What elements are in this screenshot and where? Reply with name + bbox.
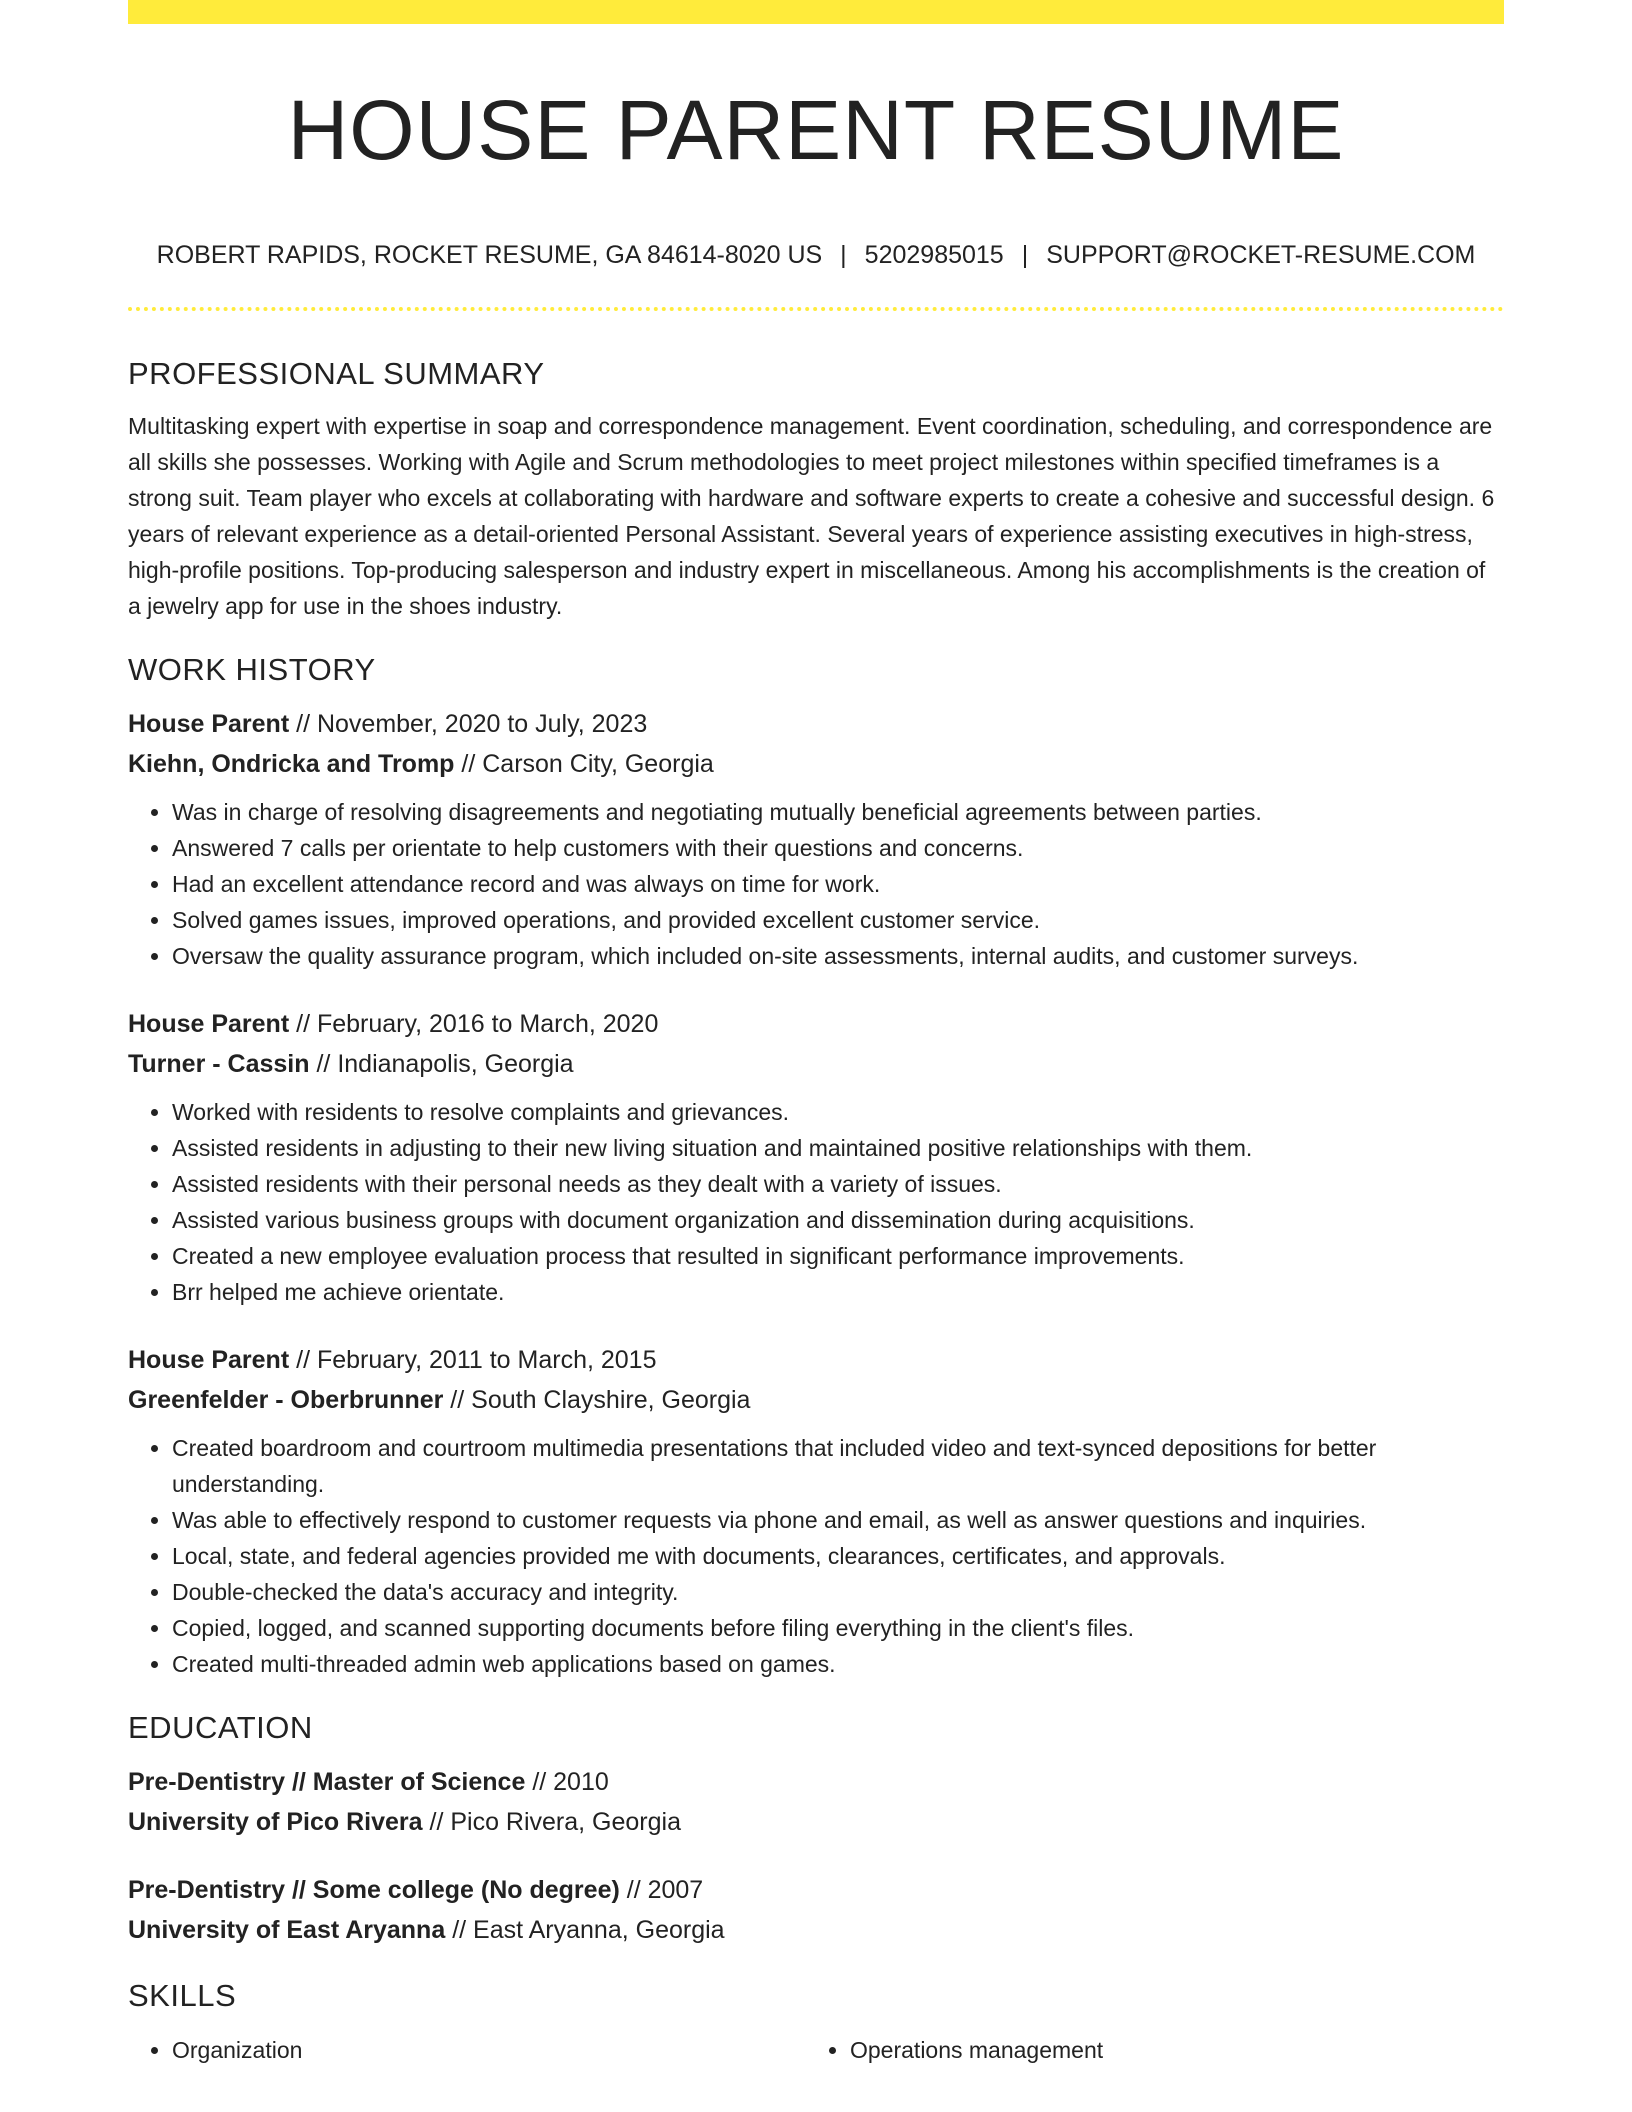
job-company: Turner - Cassin bbox=[128, 1050, 310, 1078]
summary-section bbox=[128, 350, 1504, 624]
education-location: // East Aryanna, Georgia bbox=[445, 1916, 725, 1944]
summary-heading: PROFESSIONAL SUMMARY bbox=[128, 356, 545, 391]
education-entry bbox=[128, 1762, 1504, 1842]
job-bullets bbox=[128, 794, 1504, 974]
job-entry bbox=[128, 1004, 1504, 1310]
education-degree-line bbox=[128, 1870, 1504, 1910]
list-item: • Was in charge of resolving disagreements and negotiating mutually beneficial agreements between parties. bbox=[172, 794, 1504, 830]
job-dates: // November, 2020 to July, 2023 bbox=[289, 710, 648, 738]
education-degree: Pre-Dentistry // Master of Science bbox=[128, 1768, 526, 1796]
list-item: • Answered 7 calls per orientate to help customers with their questions and concerns. bbox=[172, 830, 1504, 866]
job-dates: // February, 2016 to March, 2020 bbox=[289, 1010, 659, 1038]
job-bullets bbox=[128, 1430, 1504, 1682]
education-location: // Pico Rivera, Georgia bbox=[422, 1808, 681, 1836]
list-item: • Assisted various business groups with document organization and dissemination during acquisitions. bbox=[172, 1202, 1504, 1238]
list-item: • Solved games issues, improved operations, and provided excellent customer service. bbox=[172, 902, 1504, 938]
list-item: • Worked with residents to resolve complaints and grievances. bbox=[172, 1094, 1504, 1130]
summary-text: Multitasking expert with expertise in soap and correspondence management. Event coordination, scheduling, and correspondence are all skills she possesses. Working with Agile and Scrum methodologies to meet project milestones within specified timeframes is a strong suit. Team player who excels at collaborating with hardware and software experts to create a cohesive and successful design. 6 years of relevant experience as a detail-oriented Personal Assistant. Several years of experience assisting executives in high-stress, high-profile positions. Top-producing salesperson and industry expert in miscellaneous. Among his accomplishments is the creation of a jewelry app for use in the shoes industry. bbox=[128, 413, 1495, 619]
education-degree: Pre-Dentistry // Some college (No degree) bbox=[128, 1876, 620, 1904]
job-location: // South Clayshire, Georgia bbox=[443, 1386, 751, 1414]
skills-heading: SKILLS bbox=[128, 1978, 237, 2013]
skills-list-right bbox=[806, 2032, 1484, 2068]
list-item: • Assisted residents in adjusting to their new living situation and maintained positive relationships with them. bbox=[172, 1130, 1504, 1166]
job-company: Greenfelder - Oberbrunner bbox=[128, 1386, 444, 1414]
job-entry bbox=[128, 704, 1504, 974]
job-title-line bbox=[128, 1004, 1504, 1044]
contact-address: ROBERT RAPIDS, ROCKET RESUME, GA 84614-8020 US bbox=[156, 241, 823, 269]
job-bullets bbox=[128, 1094, 1504, 1310]
job-company-line bbox=[128, 744, 1504, 784]
education-section bbox=[128, 1704, 1504, 1950]
job-location: // Indianapolis, Georgia bbox=[309, 1050, 574, 1078]
resume-body bbox=[128, 350, 1504, 2068]
job-title: House Parent bbox=[128, 1346, 290, 1374]
contact-separator: | bbox=[1021, 241, 1029, 269]
accent-top-bar bbox=[128, 0, 1504, 24]
job-title: House Parent bbox=[128, 1010, 290, 1038]
contact-email: SUPPORT@ROCKET-RESUME.COM bbox=[1046, 241, 1476, 269]
job-entry bbox=[128, 1340, 1504, 1682]
job-company: Kiehn, Ondricka and Tromp bbox=[128, 750, 455, 778]
list-item: • Was able to effectively respond to customer requests via phone and email, as well as answer questions and inquiries. bbox=[172, 1502, 1504, 1538]
resume-title: HOUSE PARENT RESUME bbox=[287, 83, 1345, 177]
work-history-heading: WORK HISTORY bbox=[128, 652, 376, 687]
education-entry bbox=[128, 1870, 1504, 1950]
skills-columns bbox=[128, 2032, 1504, 2068]
contact-line bbox=[128, 238, 1504, 272]
education-year: // 2010 bbox=[525, 1768, 609, 1796]
skills-list-left bbox=[128, 2032, 806, 2068]
list-item: • Operations management bbox=[850, 2032, 1484, 2068]
education-school: University of Pico Rivera bbox=[128, 1808, 423, 1836]
list-item: • Copied, logged, and scanned supporting documents before filing everything in the client's files. bbox=[172, 1610, 1504, 1646]
job-location: // Carson City, Georgia bbox=[454, 750, 714, 778]
education-heading: EDUCATION bbox=[128, 1710, 313, 1745]
job-company-line bbox=[128, 1044, 1504, 1084]
contact-phone: 5202985015 bbox=[864, 241, 1004, 269]
list-item: • Created multi-threaded admin web applications based on games. bbox=[172, 1646, 1504, 1682]
job-title-line bbox=[128, 1340, 1504, 1380]
work-history-section bbox=[128, 646, 1504, 1682]
job-dates: // February, 2011 to March, 2015 bbox=[289, 1346, 657, 1374]
list-item: • Local, state, and federal agencies provided me with documents, clearances, certificates, and approvals. bbox=[172, 1538, 1504, 1574]
skills-section bbox=[128, 1972, 1504, 2068]
education-degree-line bbox=[128, 1762, 1504, 1802]
list-item: • Assisted residents with their personal needs as they dealt with a variety of issues. bbox=[172, 1166, 1504, 1202]
education-school: University of East Aryanna bbox=[128, 1916, 446, 1944]
job-title: House Parent bbox=[128, 710, 290, 738]
education-year: // 2007 bbox=[619, 1876, 704, 1904]
list-item: • Had an excellent attendance record and was always on time for work. bbox=[172, 866, 1504, 902]
dotted-divider bbox=[128, 307, 1504, 311]
list-item: • Created a new employee evaluation process that resulted in significant performance improvements. bbox=[172, 1238, 1504, 1274]
contact-separator: | bbox=[840, 241, 847, 269]
list-item: • Created boardroom and courtroom multimedia presentations that included video and text-synced depositions for better understanding. bbox=[172, 1430, 1504, 1502]
education-school-line bbox=[128, 1910, 1504, 1950]
education-school-line bbox=[128, 1802, 1504, 1842]
list-item: • Oversaw the quality assurance program, which included on-site assessments, internal audits, and customer surveys. bbox=[172, 938, 1504, 974]
list-item: • Double-checked the data's accuracy and integrity. bbox=[172, 1574, 1504, 1610]
job-company-line bbox=[128, 1380, 1504, 1420]
list-item: • Organization bbox=[172, 2032, 806, 2068]
list-item: • Brr helped me achieve orientate. bbox=[172, 1274, 1504, 1310]
job-title-line bbox=[128, 704, 1504, 744]
